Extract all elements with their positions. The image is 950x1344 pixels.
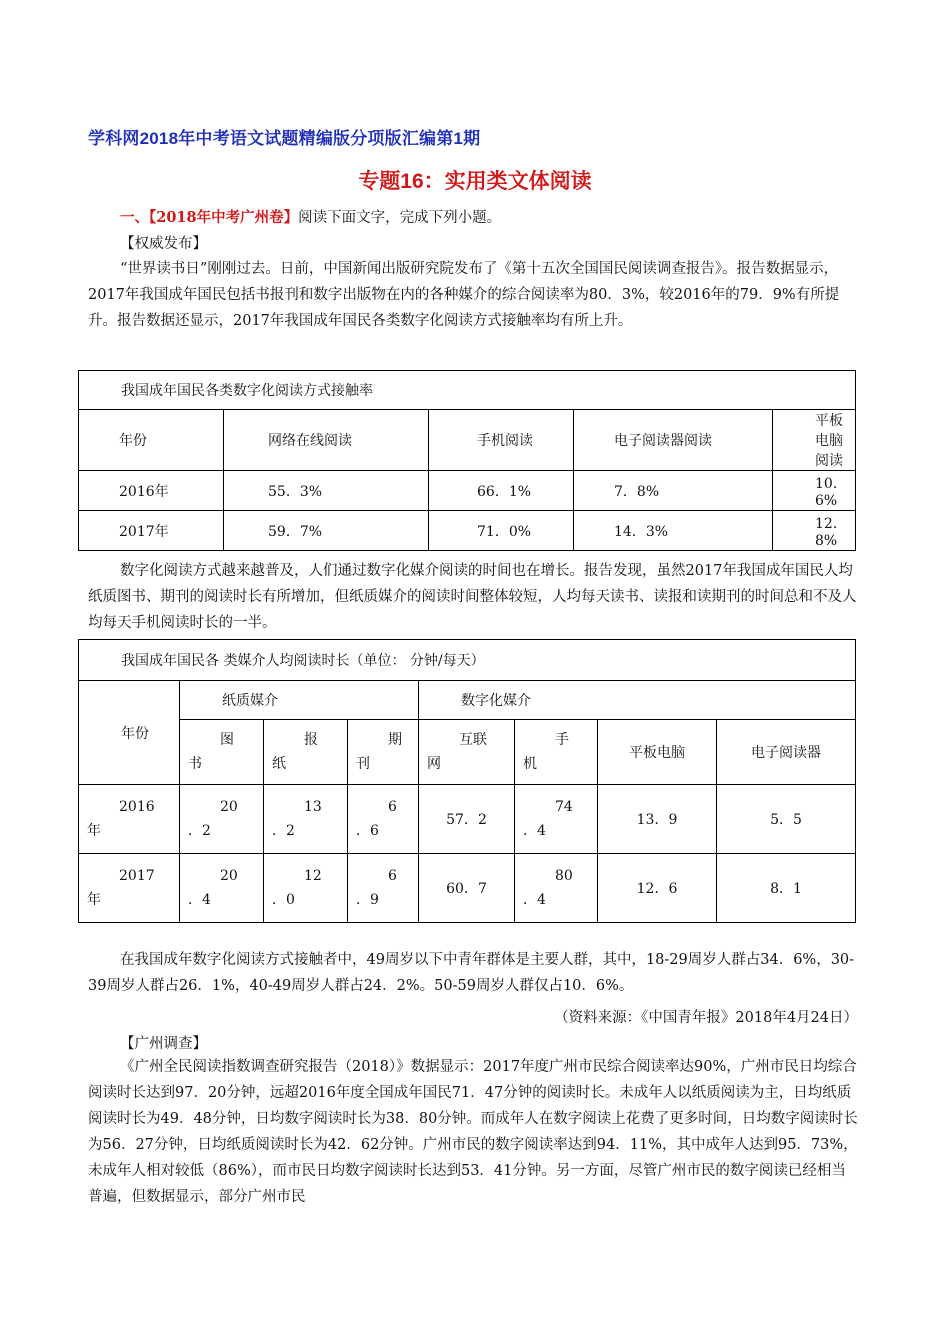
table2-sub-text: 手 bbox=[555, 732, 569, 748]
table1-cell: 71．0% bbox=[429, 511, 574, 551]
table2-sub-text: 书 bbox=[188, 756, 202, 772]
table1-cell: 14．3% bbox=[574, 511, 773, 551]
section-heading-guangzhou: 【广州调查】 bbox=[120, 1036, 207, 1052]
table2-cell: 13．9 bbox=[598, 785, 717, 854]
table2-year-cell bbox=[79, 785, 180, 854]
table2-cell-text: 6 bbox=[388, 799, 397, 815]
table2-cell bbox=[180, 785, 264, 854]
table2-cell bbox=[348, 854, 419, 923]
table2-cell-text: 80 bbox=[555, 868, 573, 884]
table1-cell: 2017年 bbox=[79, 511, 224, 551]
table2-cell-text: ．6 bbox=[356, 823, 379, 839]
question-line bbox=[120, 206, 501, 227]
table-digital-reading-rate bbox=[78, 370, 856, 551]
table2-cell: 57．2 bbox=[419, 785, 515, 854]
question-number: 一、 bbox=[120, 209, 149, 226]
question-source: 【2018年中考广州卷】 bbox=[149, 209, 299, 226]
table2-cell-text: ．4 bbox=[523, 823, 546, 839]
table1-header-mobile: 手机阅读 bbox=[429, 410, 574, 471]
table2-cell-text: 20 bbox=[220, 799, 238, 815]
table1-caption: 我国成年国民各类数字化阅读方式接触率 bbox=[79, 371, 856, 410]
table2-sub-newspaper bbox=[264, 720, 348, 785]
table2-year-cell bbox=[79, 854, 180, 923]
table2-cell: 60．7 bbox=[419, 854, 515, 923]
table2-cell-text: ．4 bbox=[523, 892, 546, 908]
table2-sub-ereader: 电子阅读器 bbox=[717, 720, 856, 785]
table1-cell: 55．3% bbox=[224, 471, 429, 511]
table2-cell-text: 2016 bbox=[119, 799, 155, 815]
table2-cell bbox=[264, 854, 348, 923]
topic-title: 专题16：实用类文体阅读 bbox=[358, 170, 592, 193]
table-row bbox=[79, 854, 856, 923]
table2-cell bbox=[515, 785, 598, 854]
table2-sub-text: 机 bbox=[523, 756, 537, 772]
table2-cell: 5．5 bbox=[717, 785, 856, 854]
table2-sub-text: 报 bbox=[304, 732, 318, 748]
table2-sub-book bbox=[180, 720, 264, 785]
table2-cell bbox=[515, 854, 598, 923]
section-heading-authority: 【权威发布】 bbox=[120, 236, 207, 252]
table2-cell-text: 2017 bbox=[119, 868, 155, 884]
table2-cell: 8．1 bbox=[717, 854, 856, 923]
table2-cell-text: ．0 bbox=[272, 892, 295, 908]
table2-sub-internet bbox=[419, 720, 515, 785]
paragraph-2: 数字化阅读方式越来越普及，人们通过数字化媒介阅读的时间也在增长。报告发现，虽然2017年我国成年国民人均纸质图书、期刊的阅读时长有所增加，但纸质媒介的阅读时间整体较短，人均每天读书、读报和读期刊的时间总和不及人均每天手机阅读时长的一半。 bbox=[88, 563, 857, 631]
table2-cell-text: 6 bbox=[388, 868, 397, 884]
table2-group-digital: 数字化媒介 bbox=[419, 681, 856, 720]
table1-cell: 66．1% bbox=[429, 471, 574, 511]
table2-cell bbox=[264, 785, 348, 854]
table2-cell-text: 12 bbox=[304, 868, 322, 884]
table-row bbox=[79, 785, 856, 854]
table2-cell bbox=[180, 854, 264, 923]
table2-cell-text: ．2 bbox=[188, 823, 211, 839]
source-citation: （资料来源：《中国青年报》2018年4月24日） bbox=[554, 1010, 858, 1026]
table2-sub-text: 图 bbox=[220, 732, 234, 748]
table2-cell-text: ．2 bbox=[272, 823, 295, 839]
table1-header-year: 年份 bbox=[79, 410, 224, 471]
table2-sub-text: 纸 bbox=[272, 756, 286, 772]
table2-cell-text: 74 bbox=[555, 799, 573, 815]
table2-sub-text: 互联 bbox=[459, 732, 487, 748]
table2-cell-text: 13 bbox=[304, 799, 322, 815]
table2-sub-text: 网 bbox=[427, 756, 441, 772]
table-row bbox=[79, 471, 856, 511]
table2-cell-text: ．4 bbox=[188, 892, 211, 908]
table1-header-tablet: 平板电脑阅读 bbox=[773, 410, 856, 471]
table2-cell bbox=[348, 785, 419, 854]
table2-group-paper: 纸质媒介 bbox=[180, 681, 419, 720]
table2-year-header: 年份 bbox=[79, 681, 180, 785]
table1-header-row bbox=[79, 410, 856, 471]
table-row bbox=[79, 511, 856, 551]
table2-cell: 12．6 bbox=[598, 854, 717, 923]
paragraph-3: 在我国成年数字化阅读方式接触者中，49周岁以下中青年群体是主要人群，其中，18-29周岁人群占34．6%，30-39周岁人群占26．1%，40-49周岁人群占24．2%。50-59周岁人群仅占10．6%。 bbox=[88, 952, 855, 994]
table1-header-ereader: 电子阅读器阅读 bbox=[574, 410, 773, 471]
table2-sub-periodical bbox=[348, 720, 419, 785]
question-instruction: 阅读下面文字，完成下列小题。 bbox=[298, 210, 502, 226]
table1-cell: 59．7% bbox=[224, 511, 429, 551]
paragraph-1: “世界读书日”刚刚过去。日前，中国新闻出版研究院发布了《第十五次全国国民阅读调查报告》。报告数据显示，2017年我国成年国民包括书报刊和数字出版物在内的各种媒介的综合阅读率为80．3%，较2016年的79．9%有所提升。报告数据还显示，2017年我国成年国民各类数字化阅读方式接触率均有所上升。 bbox=[88, 261, 840, 329]
document-header: 学科网2018年中考语文试题精编版分项版汇编第1期 bbox=[88, 129, 481, 148]
table2-cell-text: 年 bbox=[87, 823, 101, 839]
paragraph-4: 《广州全民阅读指数调查研究报告（2018）》数据显示：2017年度广州市民综合阅读率达90%，广州市民日均综合阅读时长达到97．20分钟，远超2016年度全国成年国民71．47分钟的阅读时长。未成年人以纸质阅读为主，日均纸质阅读时长为49．48分钟，日均数字阅读时长为38．80分钟。而成年人在数字阅读上花费了更多时间，日均数字阅读时长为56．27分钟，日均纸质阅读时长为42．62分钟。广州市民的数字阅读率达到94．11%，其中成年人达到95．73%，未成年人相对较低（86%），而市民日均数字阅读时长达到53．41分钟。另一方面，尽管广州市民的数字阅读已经相当普遍，但数据显示，部分广州市民 bbox=[88, 1059, 858, 1205]
table2-sub-tablet: 平板电脑 bbox=[598, 720, 717, 785]
table2-sub-text: 刊 bbox=[356, 756, 370, 772]
table1-cell: 10．6% bbox=[773, 471, 856, 511]
table2-cell-text: 20 bbox=[220, 868, 238, 884]
table1-cell: 12．8% bbox=[773, 511, 856, 551]
table2-cell-text: 年 bbox=[87, 892, 101, 908]
table2-sub-text: 期 bbox=[388, 732, 402, 748]
table1-cell: 7．8% bbox=[574, 471, 773, 511]
table1-header-online: 网络在线阅读 bbox=[224, 410, 429, 471]
table1-cell: 2016年 bbox=[79, 471, 224, 511]
table2-sub-mobile bbox=[515, 720, 598, 785]
table2-caption: 我国成年国民各 类媒介人均阅读时长（单位： 分钟/每天） bbox=[79, 640, 856, 681]
table2-cell-text: ．9 bbox=[356, 892, 379, 908]
table-reading-time bbox=[78, 639, 856, 923]
